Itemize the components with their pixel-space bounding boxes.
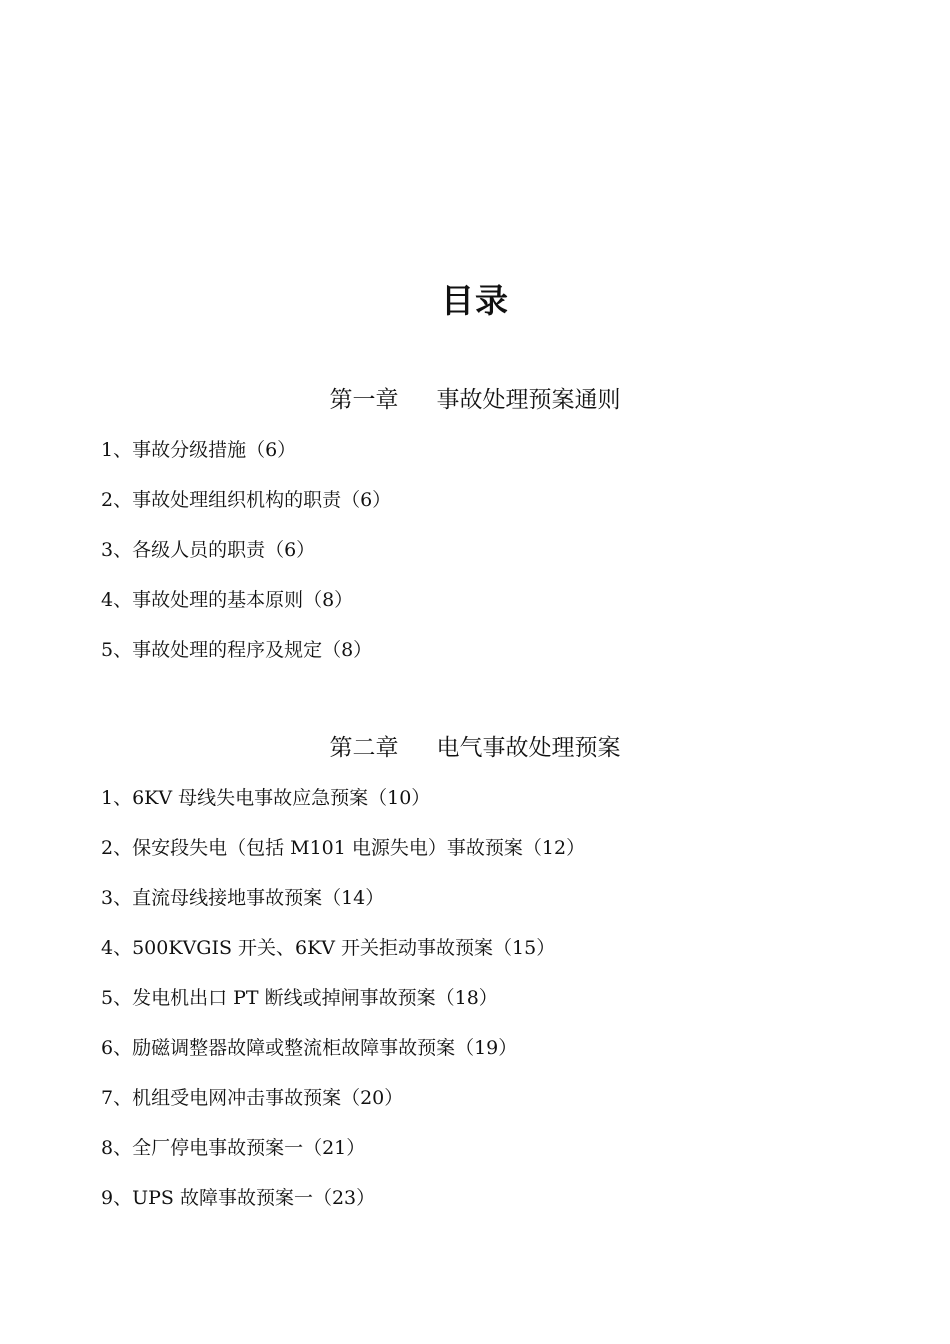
chapter-name: 电气事故处理预案 <box>436 735 621 761</box>
toc-entry[interactable]: 5、发电机出口 PT 断线或掉闸事故预案（18） <box>101 987 498 1009</box>
chapter-heading <box>0 732 950 764</box>
toc-entry[interactable]: 4、500KVGIS 开关、6KV 开关拒动事故预案（15） <box>101 937 556 959</box>
toc-list <box>101 783 921 1233</box>
toc-entry[interactable]: 5、事故处理的程序及规定（8） <box>101 639 373 661</box>
toc-entry[interactable]: 9、UPS 故障事故预案一（23） <box>101 1187 376 1209</box>
toc-entry[interactable]: 2、事故处理组织机构的职责（6） <box>101 489 392 511</box>
toc-entry[interactable]: 3、直流母线接地事故预案（14） <box>101 887 385 909</box>
chapter-number: 第一章 <box>329 387 399 413</box>
toc-entry[interactable]: 1、事故分级措施（6） <box>101 439 297 461</box>
toc-entry[interactable]: 4、事故处理的基本原则（8） <box>101 589 354 611</box>
toc-entry[interactable]: 1、6KV 母线失电事故应急预案（10） <box>101 787 431 809</box>
page-title: 目录 <box>441 281 509 320</box>
toc-entry[interactable]: 6、励磁调整器故障或整流柜故障事故预案（19） <box>101 1037 518 1059</box>
toc-entry[interactable]: 7、机组受电网冲击事故预案（20） <box>101 1087 404 1109</box>
toc-entry[interactable]: 2、保安段失电（包括 M101 电源失电）事故预案（12） <box>101 837 586 859</box>
chapter-number: 第二章 <box>329 735 399 761</box>
toc-entry[interactable]: 8、全厂停电事故预案一（21） <box>101 1137 366 1159</box>
toc-list <box>101 435 921 685</box>
chapter-heading <box>0 384 950 416</box>
toc-entry[interactable]: 3、各级人员的职责（6） <box>101 539 316 561</box>
chapter-name: 事故处理预案通则 <box>436 387 621 413</box>
